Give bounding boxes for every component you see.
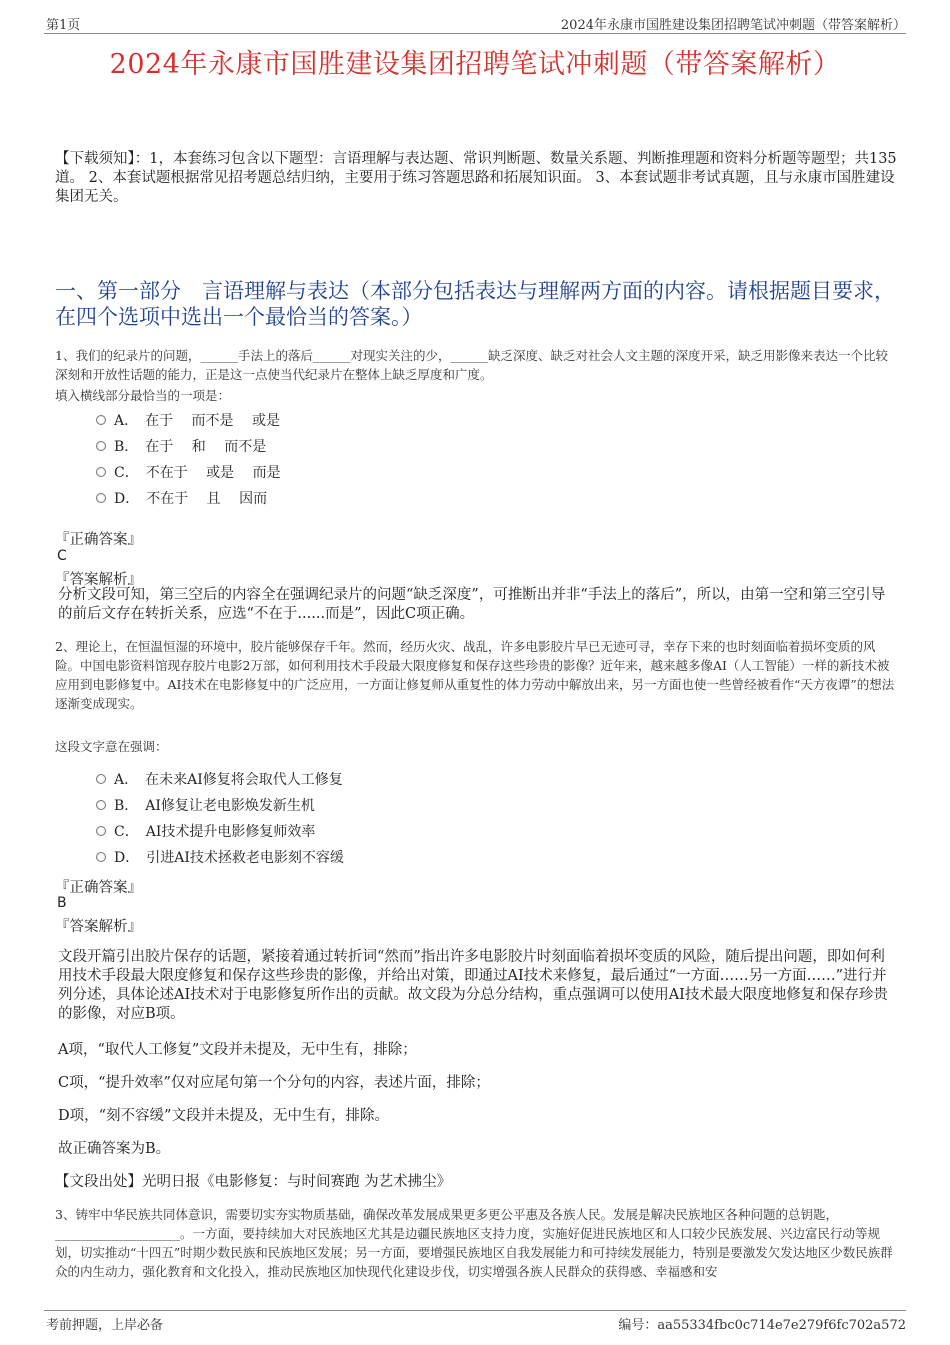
question-2-answer-label: 『正确答案』 [55, 880, 142, 896]
option-label: B． 在于 和 而不是 [114, 439, 267, 455]
footer-divider [44, 1310, 906, 1311]
option-label: D． 引进AI技术拯救老电影刻不容缓 [114, 850, 344, 866]
option-label: B． AI修复让老电影焕发新生机 [114, 798, 315, 814]
radio-icon[interactable] [96, 441, 106, 451]
radio-icon[interactable] [96, 774, 106, 784]
question-1-option-d[interactable] [96, 488, 267, 508]
question-2-note-a: A项，“取代人工修复”文段并未提及，无中生有，排除； [58, 1042, 417, 1058]
radio-icon[interactable] [96, 415, 106, 425]
question-2-note-c: C项，“提升效率”仅对应尾句第一个分句的内容，表述片面，排除； [58, 1075, 490, 1091]
document-title: 2024年永康市国胜建设集团招聘笔试冲刺题（带答案解析） [109, 49, 841, 80]
question-3-text: 3、铸牢中华民族共同体意识，需要切实夯实物质基础，确保改革发展成果更多更公平惠及各族人民。发展是解决民族地区各种问题的总钥匙，____________________。一方面，要持续加大对民族地区尤其是边疆民族地区支持力度，实施好促进民族地区和人口较少民族发展、兴边富民行动等规划，切实推动“十四五”时期少数民族和民族地区发展；另一方面，要增强民族地区自我发展能力和可持续发展能力，特别是要激发欠发达地区少数民族群众的内生动力，强化教育和文化投入，推动民族地区加快现代化建设步伐，切实增强各族人民群众的获得感、幸福感和安 [55, 1207, 893, 1279]
question-2-analysis: 文段开篇引出胶片保存的话题，紧接着通过转折词“然而”指出许多电影胶片时刻面临着损坏变质的风险，随后提出问题，即如何利用技术手段最大限度修复和保存这些珍贵的影像，并给出对策，即通过AI技术来修复，最后通过“一方面……另一方面……”进行并列分述，具体论述AI技术对于电影修复所作出的贡献。故文段为分总分结构，重点强调可以使用AI技术最大限度地修复和保存珍贵的影像，对应B项。 [58, 949, 888, 1022]
question-2-answer: B [57, 895, 67, 911]
question-1-option-b[interactable] [96, 436, 266, 456]
radio-icon[interactable] [96, 852, 106, 862]
question-1-analysis: 分析文段可知，第三空后的内容全在强调纪录片的问题“缺乏深度”，可推断出并非“手法上的落后”，所以，由第一空和第三空引导的前后文存在转折关系，应选“不在于......而是”，因此C项正确。 [58, 587, 886, 622]
question-1-option-a[interactable] [96, 410, 280, 430]
question-1-answer: C [57, 548, 67, 564]
section-heading: 一、第一部分 言语理解与表达（本部分包括表达与理解两方面的内容。请根据题目要求，在四个选项中选出一个最恰当的答案。） [55, 279, 895, 329]
question-2-text: 2、理论上，在恒温恒湿的环境中，胶片能够保存千年。然而，经历火灾、战乱，许多电影胶片早已无迹可寻，幸存下来的也时刻面临着损坏变质的风险。中国电影资料馆现存胶片电影2万部，如何利用技术手段最大限度修复和保存这些珍贵的影像？近年来，越来越多像AI（人工智能）一样的新技术被应用到电影修复中。AI技术在电影修复中的广泛应用，一方面让修复师从重复性的体力劳动中解放出来，另一方面也使一些曾经被看作“天方夜谭”的想法逐渐变成现实。 [55, 639, 895, 711]
option-label: C． 不在于 或是 而是 [114, 465, 281, 481]
option-label: A． 在未来AI修复将会取代人工修复 [114, 772, 343, 788]
question-1-answer-label: 『正确答案』 [55, 532, 142, 548]
question-1-text: 1、我们的纪录片的问题，______手法上的落后______对现实关注的少，______缺乏深度、缺乏对社会人文主题的深度开采，缺乏用影像来表达一个比较深刻和开放性话题的能力，正是这一点使当代纪录片在整体上缺乏厚度和广度。 [55, 348, 888, 382]
radio-icon[interactable] [96, 467, 106, 477]
question-2-note-d: D项，“刻不容缓”文段并未提及，无中生有，排除。 [58, 1108, 389, 1124]
option-label: C． AI技术提升电影修复师效率 [114, 824, 316, 840]
question-2-analysis-label: 『答案解析』 [55, 919, 142, 935]
download-notice: 【下载须知】：1，本套练习包含以下题型：言语理解与表达题、常识判断题、数量关系题、判断推理题和资料分析题等题型；共135道。 2、本套试题根据常见招考题总结归纳，主要用于练习答题思路和拓展知识面。 3、本套试题非考试真题，且与永康市国胜建设集团无关。 [55, 151, 897, 205]
radio-icon[interactable] [96, 800, 106, 810]
question-2-option-a[interactable] [96, 769, 343, 789]
question-1-option-c[interactable] [96, 462, 281, 482]
question-1-prompt: 填入横线部分最恰当的一项是： [55, 388, 231, 403]
radio-icon[interactable] [96, 493, 106, 503]
question-1-analysis-label: 『答案解析』 [55, 572, 142, 588]
question-2-option-d[interactable] [96, 847, 344, 867]
option-label: D． 不在于 且 因而 [114, 491, 268, 507]
question-2-option-b[interactable] [96, 795, 315, 815]
page-number: 第1页 [46, 18, 81, 33]
question-2-source: 【文段出处】光明日报《电影修复：与时间赛跑 为艺术拂尘》 [55, 1174, 452, 1190]
document-id: 编号：aa55334fbc0c714e7e279f6fc702a572 [618, 1318, 906, 1333]
question-2-option-c[interactable] [96, 821, 315, 841]
footer-slogan: 考前押题，上岸必备 [46, 1318, 164, 1333]
question-2-prompt: 这段文字意在强调： [55, 739, 168, 754]
radio-icon[interactable] [96, 826, 106, 836]
option-label: A． 在于 而不是 或是 [114, 413, 281, 429]
header-divider [44, 33, 906, 34]
running-header: 2024年永康市国胜建设集团招聘笔试冲刺题（带答案解析） [560, 18, 906, 33]
question-2-conclusion: 故正确答案为B。 [58, 1141, 171, 1157]
